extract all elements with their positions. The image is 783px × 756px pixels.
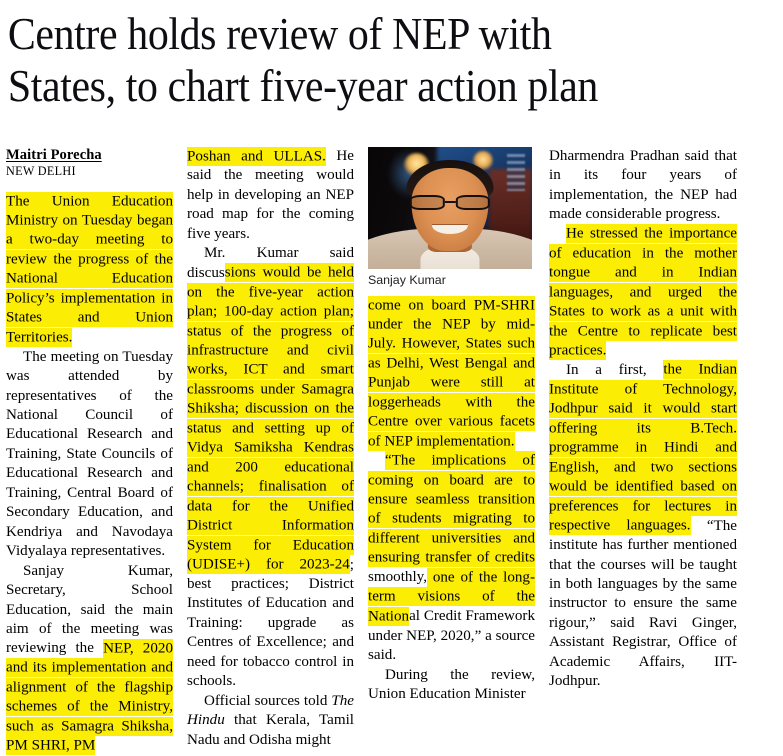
paragraph: [187, 244, 354, 691]
paragraph: [549, 361, 737, 692]
text-run: During the review, Union Education Minister: [368, 666, 535, 703]
paragraph: [187, 692, 354, 750]
headline-line-2: States, to chart five-year action plan: [7, 61, 598, 111]
text-run: ; best practices; District Institutes of Education and Training: upgrade as Centres of Excellence; and need for tobacco control in schools.: [187, 556, 354, 690]
headline-line-1: Centre holds review of NEP with: [7, 9, 552, 59]
column-2-body: [187, 147, 354, 750]
paragraph: [6, 562, 173, 756]
glasses-icon: [410, 195, 490, 211]
highlighted-text: NEP, 2020 and its implementation and alignment of the flagship schemes of the Ministry, such as Samagra Shiksha, PM SHRI, PM: [6, 640, 173, 754]
paragraph: [6, 348, 173, 562]
column-4-body: [549, 147, 737, 692]
article-columns: [6, 147, 777, 754]
article-column-2: [187, 147, 368, 748]
paragraph: [549, 147, 737, 225]
article-column-4: [549, 147, 737, 693]
highlighted-text: He stressed the importance of education in the mother tongue and in Indian languages, and urged the States to work as a unit with the Centre to replicate best practices.: [549, 225, 737, 359]
text-run: The Hindu: [187, 692, 354, 729]
byline-dateline: NEW DELHI: [6, 164, 76, 178]
photo-figure: [368, 147, 535, 288]
text-run: Mr. Kumar said discus: [187, 245, 354, 281]
paragraph: [368, 666, 535, 705]
article-column-3: [368, 147, 549, 703]
photo-lens-left: [410, 195, 445, 211]
byline-author: Maitri Porecha: [6, 147, 102, 163]
photo-background-stripe: [507, 154, 525, 191]
column-3-body: [368, 296, 535, 705]
highlighted-text: come on board PM-SHRI under the NEP by mid-July. However, States such as Delhi, West Bengal and Punjab were still at loggerheads with the Centre over various facets of NEP implementation.: [368, 297, 535, 450]
paragraph: [6, 192, 173, 348]
page-title: [6, 0, 723, 112]
highlighted-text: “The implications of coming on board are to ensure seamless transition of students migrating to different universities and ensuring transfer of credits: [368, 452, 535, 566]
photo-lens-right: [456, 195, 491, 211]
highlighted-text: sions would be held on the five-year action plan; 100-day action plan; status of the progress of infrastructure and civil works, ICT and smart classrooms under Samagra Shiksha; discussion on the status and setting up of Vidya Samiksha Kendras and 200 educational channels; finalisation of data for the Unified District Information System for Education (UDISE+) for 2023-24: [187, 264, 354, 573]
paragraph: [187, 147, 354, 244]
paragraph: [368, 452, 535, 666]
paragraph: [368, 296, 535, 452]
text-run: Dharmendra Pradhan said that in its four years of implementation, the NEP had made considerable progress.: [549, 148, 737, 223]
article-column-1: [6, 147, 187, 754]
highlighted-text: one of the long-term visions of the Nation: [368, 569, 535, 625]
highlighted-text: The Union Education Ministry on Tuesday began a two-day meeting to review the progress of the National Education Policy’s implementation in States and Union Territories.: [6, 193, 173, 346]
photo-caption: Sanjay Kumar: [368, 273, 446, 287]
highlighted-text: the Indian Institute of Technology, Jodhpur said it would start offering its B.Tech. programme in Hindi and English, and two sections would be identified based on preferences for lectures in respective languages.: [549, 361, 737, 534]
text-run: The meeting on Tuesday was attended by representatives of the National Council of Educational Research and Training, State Councils of Educational Research and Training, Central Board of Secondary Education, and Kendriya and Navodaya Vidyalaya representatives.: [6, 348, 173, 560]
text-run: In a first,: [566, 361, 664, 378]
byline-spacer: [6, 179, 173, 192]
byline: [6, 147, 173, 179]
highlighted-text: Poshan and ULLAS.: [187, 148, 326, 164]
column-1-body: [6, 192, 173, 756]
sanjay-kumar-photo: [368, 147, 532, 269]
text-run: “The institute has further mentioned that the courses will be taught in both languages by the same instructor to ensure the same rigour,” said Ravi Ginger, Assistant Registrar, Office of Academic Affairs, IIT-Jodhpur.: [549, 517, 737, 690]
text-run: Official sources told: [204, 692, 332, 709]
text-run: smoothly,: [368, 569, 427, 586]
text-run: Sanjay Kumar, Secretary, School Education, said the main aim of the meeting was reviewing the: [6, 562, 173, 657]
text-run: al Credit Framework under NEP, 2020,” a source said.: [368, 608, 535, 664]
paragraph: [549, 225, 737, 361]
text-run: that Kerala, Tamil Nadu and Odisha might: [187, 712, 354, 748]
photo-glasses-bridge: [444, 201, 455, 203]
text-run: He said the meeting would help in developing an NEP road map for the coming five years.: [187, 148, 355, 242]
